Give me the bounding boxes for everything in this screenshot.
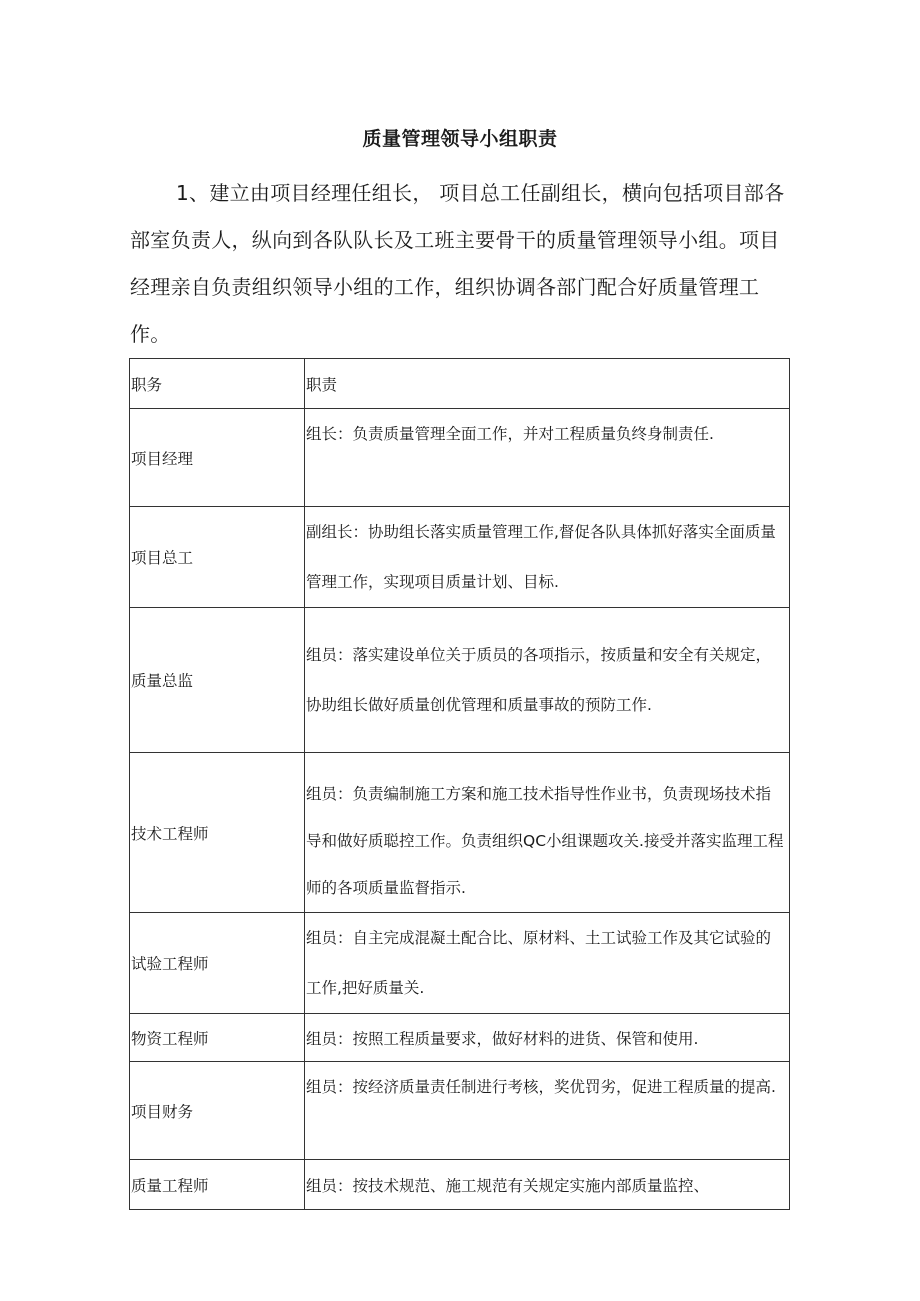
duty-text: 组员：落实建设单位关于质员的各项指示，按质量和安全有关规定，协助组长做好质量创优管理和质量事故的预防工作. [306,646,772,714]
duty-cell [305,1014,790,1062]
role-cell: 质量工程师 [130,1160,305,1210]
table-row [130,409,790,507]
duty-cell [305,913,790,1014]
table-header-row [130,359,790,409]
responsibility-table [129,358,790,1210]
header-role: 职务 [130,359,305,409]
duty-text: 组长：负责质量管理全面工作，并对工程质量负终身制责任. [306,425,714,443]
table-row [130,1160,790,1210]
role-cell: 项目经理 [130,409,305,507]
intro-paragraph: 1、建立由项目经理任组长， 项目总工任副组长，横向包括项目部各部室负责人，纵向到各队队长及工班主要骨干的质量管理领导小组。项目经理亲自负责组织领导小组的工作，组织协调各部门配合好质量管理工作。 [130,181,785,346]
role-cell: 物资工程师 [130,1014,305,1062]
table-row [130,753,790,913]
duty-cell [305,1160,790,1210]
table-row [130,913,790,1014]
role-cell: 技术工程师 [130,753,305,913]
duty-text: 副组长：协助组长落实质量管理工作,督促各队具体抓好落实全面质量管理工作，实现项目质量计划、目标. [306,523,776,591]
duty-cell [305,608,790,753]
role-cell: 项目财务 [130,1062,305,1160]
duty-cell [305,507,790,608]
duty-cell [305,409,790,507]
role-cell: 试验工程师 [130,913,305,1014]
duty-text: 组员：自主完成混凝土配合比、原材料、土工试验工作及其它试验的工作,把好质量关. [306,929,772,997]
duty-cell [305,1062,790,1160]
header-duty: 职责 [305,359,790,409]
duty-text: 组员：负责编制施工方案和施工技术指导性作业书，负责现场技术指导和做好质聪控工作。负责组织QC小组课题攻关.接受并落实监理工程师的各项质量监督指示. [306,785,784,897]
table-row [130,1062,790,1160]
duty-text: 组员：按经济质量责任制进行考核，奖优罚劣，促进工程质量的提高. [306,1078,776,1096]
role-cell: 项目总工 [130,507,305,608]
duty-text: 组员：按技术规范、施工规范有关规定实施内部质量监控、 [306,1176,710,1195]
duty-text: 组员：按照工程质量要求，做好材料的进货、保管和使用. [306,1029,699,1048]
table-row [130,507,790,608]
table-row [130,608,790,753]
table-row [130,1014,790,1062]
document-title: 质量管理领导小组职责 [362,128,558,150]
role-cell: 质量总监 [130,608,305,753]
duty-cell [305,753,790,913]
